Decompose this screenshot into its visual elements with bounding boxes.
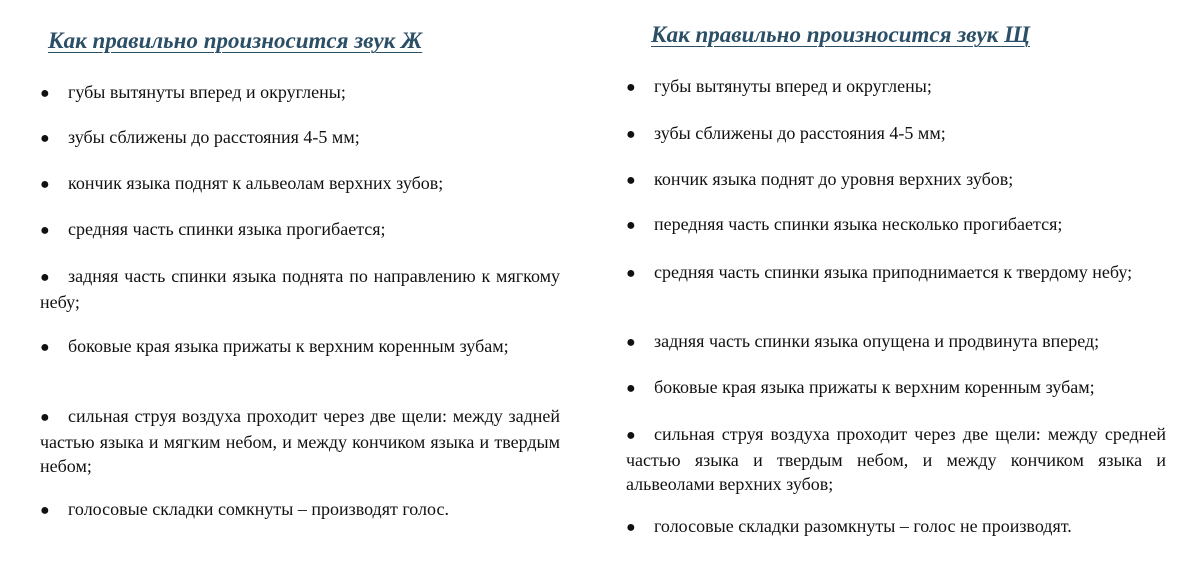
bullet-icon: ● xyxy=(40,85,50,102)
bullet-icon: ● xyxy=(40,269,50,286)
bullet-icon: ● xyxy=(626,427,636,444)
list-item xyxy=(626,74,1166,100)
item-text: голосовые складки разомкнуты – голос не производят. xyxy=(654,516,1072,536)
list-item xyxy=(40,497,560,523)
bullet-icon: ● xyxy=(40,409,50,426)
item-text: сильная струя воздуха проходит через две щели: между задней частью языка и мягким небом, и между кончиком языка и твердым небом; xyxy=(40,406,560,476)
left-title: Как правильно произносится звук Ж xyxy=(48,28,423,53)
item-text: голосовые складки сомкнуты – производят голос. xyxy=(68,499,449,519)
item-text: зубы сближены до расстояния 4-5 мм; xyxy=(654,123,946,143)
item-text: губы вытянуты вперед и округлены; xyxy=(68,82,346,102)
list-item xyxy=(626,121,1166,147)
list-item xyxy=(626,260,1166,286)
list-item xyxy=(40,217,560,243)
bullet-icon: ● xyxy=(40,222,50,239)
item-text: задняя часть спинки языка поднята по направлению к мягкому небу; xyxy=(40,266,560,312)
bullet-icon: ● xyxy=(626,126,636,143)
bullet-icon: ● xyxy=(40,339,50,356)
list-item xyxy=(626,375,1166,401)
bullet-icon: ● xyxy=(626,380,636,397)
bullet-icon: ● xyxy=(626,172,636,189)
list-item xyxy=(40,404,560,478)
list-item xyxy=(626,422,1166,496)
list-item xyxy=(40,171,560,197)
bullet-icon: ● xyxy=(626,217,636,234)
bullet-icon: ● xyxy=(626,334,636,351)
list-item xyxy=(40,80,560,106)
item-text: сильная струя воздуха проходит через две щели: между средней частью языка и твердым небом, и между кончиком языка и альвеолами верхних зубов; xyxy=(626,424,1166,494)
list-item xyxy=(626,212,1166,238)
right-title: Как правильно произносится звук Щ xyxy=(651,22,1030,47)
list-item xyxy=(40,264,560,314)
list-item xyxy=(626,167,1166,193)
bullet-icon: ● xyxy=(626,79,636,96)
item-text: средняя часть спинки языка прогибается; xyxy=(68,219,386,239)
list-item xyxy=(40,125,560,151)
item-text: зубы сближены до расстояния 4-5 мм; xyxy=(68,127,360,147)
item-text: средняя часть спинки языка приподнимается к твердому небу; xyxy=(654,262,1133,282)
list-item xyxy=(626,329,1166,355)
item-text: задняя часть спинки языка опущена и продвинута вперед; xyxy=(654,331,1100,351)
item-text: кончик языка поднят к альвеолам верхних зубов; xyxy=(68,173,444,193)
bullet-icon: ● xyxy=(626,265,636,282)
bullet-icon: ● xyxy=(40,176,50,193)
list-item xyxy=(40,334,560,360)
list-item xyxy=(626,514,1166,540)
item-text: боковые края языка прижаты к верхним коренным зубам; xyxy=(654,377,1095,397)
item-text: губы вытянуты вперед и округлены; xyxy=(654,76,932,96)
item-text: кончик языка поднят до уровня верхних зубов; xyxy=(654,169,1014,189)
bullet-icon: ● xyxy=(626,519,636,536)
bullet-icon: ● xyxy=(40,130,50,147)
item-text: передняя часть спинки языка несколько прогибается; xyxy=(654,214,1063,234)
item-text: боковые края языка прижаты к верхним коренным зубам; xyxy=(68,336,509,356)
bullet-icon: ● xyxy=(40,502,50,519)
